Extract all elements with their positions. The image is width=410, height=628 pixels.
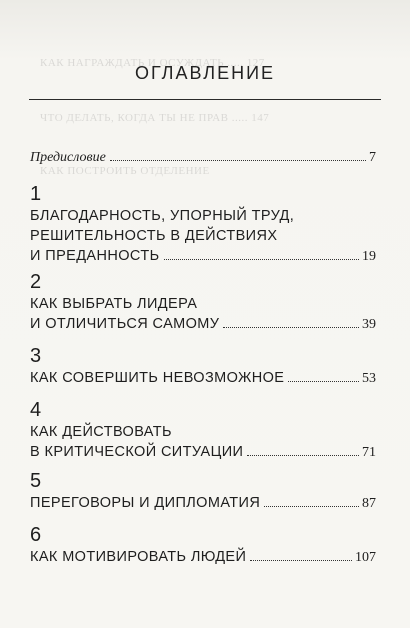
dot-leader — [250, 560, 352, 561]
toc-entry-chapter-5[interactable] — [30, 471, 376, 514]
bleed-through-text: КАК ПОСТРОИТЬ ОТДЕЛЕНИЕ — [40, 165, 210, 177]
toc-entry-chapter-3[interactable] — [30, 346, 376, 389]
chapter-number: 6 — [30, 524, 42, 546]
bleed-through-text: КАК НАГРАЖДАТЬ И ОСУЖДАТЬ ..... 127 — [40, 57, 265, 69]
chapter-number: 4 — [30, 399, 42, 421]
chapter-title-line: КАК ВЫБРАТЬ ЛИДЕРА — [30, 296, 198, 312]
chapter-title-line: И ОТЛИЧИТЬСЯ САМОМУ — [30, 316, 220, 332]
page-number: 39 — [362, 317, 376, 332]
chapter-title-line: КАК МОТИВИРОВАТЬ ЛЮДЕЙ — [30, 549, 247, 565]
chapter-number: 3 — [30, 345, 42, 367]
preface-label: Предисловие — [30, 150, 106, 165]
dot-leader — [288, 381, 359, 382]
page-number: 19 — [362, 249, 376, 264]
toc-entry-chapter-4[interactable] — [30, 400, 376, 463]
page-number: 53 — [362, 371, 376, 386]
toc-entry-preface[interactable] — [30, 148, 376, 168]
page-number: 87 — [362, 496, 376, 511]
toc-entry-chapter-6[interactable] — [30, 525, 376, 568]
dot-leader — [247, 455, 359, 456]
chapter-number: 1 — [30, 183, 42, 205]
chapter-number: 5 — [30, 470, 42, 492]
page-title: ОГЛАВЛЕНИЕ — [134, 63, 276, 83]
chapter-title-line: КАК СОВЕРШИТЬ НЕВОЗМОЖНОЕ — [30, 370, 285, 386]
dot-leader — [110, 160, 366, 161]
page-number: 71 — [362, 445, 376, 460]
chapter-title-line: И ПРЕДАННОСТЬ — [30, 248, 160, 264]
chapter-number: 2 — [30, 271, 42, 293]
chapter-title-line: КАК ДЕЙСТВОВАТЬ — [30, 424, 172, 440]
title-divider — [29, 99, 381, 100]
dot-leader — [164, 259, 360, 260]
dot-leader — [223, 327, 359, 328]
page-number: 107 — [355, 550, 376, 565]
toc-entry-chapter-1[interactable] — [30, 184, 376, 267]
chapter-title-line: В КРИТИЧЕСКОЙ СИТУАЦИИ — [30, 444, 244, 460]
dot-leader — [264, 506, 359, 507]
toc-entry-chapter-2[interactable] — [30, 272, 376, 335]
chapter-title-line: РЕШИТЕЛЬНОСТЬ В ДЕЙСТВИЯХ — [30, 228, 278, 244]
bleed-through-text: ЧТО ДЕЛАТЬ, КОГДА ТЫ НЕ ПРАВ ..... 147 — [40, 112, 270, 124]
chapter-title-line: БЛАГОДАРНОСТЬ, УПОРНЫЙ ТРУД, — [30, 208, 295, 224]
chapter-title-line: ПЕРЕГОВОРЫ И ДИПЛОМАТИЯ — [30, 495, 261, 511]
page-number: 7 — [369, 150, 376, 165]
